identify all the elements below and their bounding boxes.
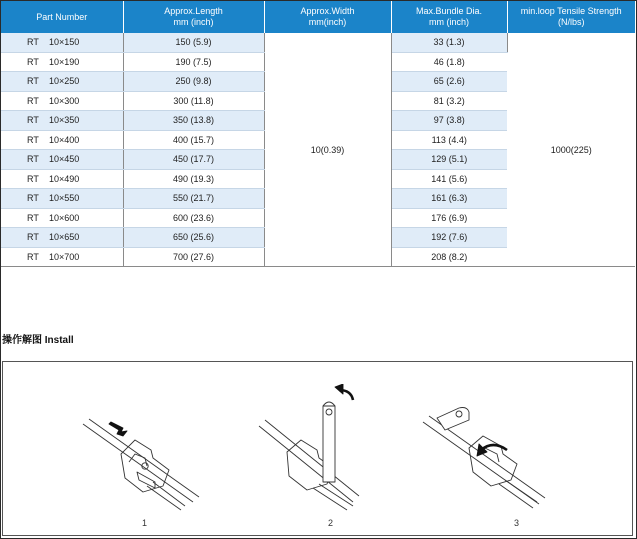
push-arrow-icon — [109, 422, 127, 436]
part-size: 10×550 — [49, 193, 80, 204]
length-cell: 190 (7.5) — [123, 52, 264, 72]
part-size: 10×400 — [49, 134, 80, 145]
step-number-3: 3 — [514, 518, 520, 528]
lift-arrowhead-icon — [335, 384, 343, 394]
tie-tab-raised — [323, 406, 335, 482]
header-line1: min.loop Tensile Strength — [520, 6, 622, 16]
press-arrow-icon — [481, 445, 507, 450]
bundle-cell: 161 (6.3) — [391, 189, 507, 209]
install-step-2-illustration — [255, 384, 365, 514]
length-cell: 550 (21.7) — [123, 189, 264, 209]
part-prefix: RT — [27, 154, 39, 165]
header-tensile — [507, 1, 635, 33]
part-prefix: RT — [27, 251, 39, 262]
part-number-cell — [1, 91, 123, 111]
step-number-2: 2 — [328, 518, 334, 528]
length-cell: 450 (17.7) — [123, 150, 264, 170]
header-line2: mm (inch) — [173, 17, 214, 27]
header-part-number — [1, 1, 123, 33]
spec-table — [1, 1, 635, 267]
tie-tab-folded — [437, 408, 469, 431]
bundle-cell: 176 (6.9) — [391, 208, 507, 228]
part-prefix: RT — [27, 193, 39, 204]
install-diagram-panel — [2, 361, 633, 536]
part-prefix: RT — [27, 212, 39, 223]
part-prefix: RT — [27, 37, 39, 48]
tie-slot — [129, 454, 147, 466]
install-heading: 操作解图 Install — [2, 335, 74, 346]
part-size: 10×150 — [49, 37, 80, 48]
part-size: 10×700 — [49, 251, 80, 262]
part-number-cell — [1, 150, 123, 170]
bundle-cell: 97 (3.8) — [391, 111, 507, 131]
header-length — [123, 1, 264, 33]
part-number-cell — [1, 33, 123, 52]
part-prefix: RT — [27, 115, 39, 126]
header-width — [264, 1, 391, 33]
part-prefix: RT — [27, 95, 39, 106]
part-size: 10×490 — [49, 173, 80, 184]
bundle-cell: 129 (5.1) — [391, 150, 507, 170]
length-cell: 400 (15.7) — [123, 130, 264, 150]
bundle-cell: 208 (8.2) — [391, 247, 507, 267]
bundle-cell: 81 (3.2) — [391, 91, 507, 111]
cable-line — [265, 420, 359, 496]
part-size: 10×250 — [49, 76, 80, 87]
part-size: 10×350 — [49, 115, 80, 126]
tie-strap — [505, 480, 537, 502]
length-cell: 350 (13.8) — [123, 111, 264, 131]
part-size: 10×600 — [49, 212, 80, 223]
bundle-cell: 141 (5.6) — [391, 169, 507, 189]
header-line1: Part Number — [36, 11, 88, 22]
step-number-1: 1 — [142, 518, 148, 528]
header-line1: Max.Bundle Dia. — [415, 6, 483, 16]
part-number-cell — [1, 169, 123, 189]
bundle-cell: 192 (7.6) — [391, 228, 507, 248]
header-line2: (N/lbs) — [558, 17, 585, 27]
part-size: 10×190 — [49, 56, 80, 67]
length-cell: 250 (9.8) — [123, 72, 264, 92]
length-cell: 300 (11.8) — [123, 91, 264, 111]
tie-tab-tip — [323, 402, 335, 406]
header-bundle-dia — [391, 1, 507, 33]
tensile-cell: 1000(225) — [507, 33, 635, 267]
header-line1: Approx.Length — [164, 6, 223, 16]
part-number-cell — [1, 72, 123, 92]
bundle-cell: 46 (1.8) — [391, 52, 507, 72]
part-prefix: RT — [27, 134, 39, 145]
header-line1: Approx.Width — [300, 6, 355, 16]
part-number-cell — [1, 130, 123, 150]
length-cell: 700 (27.6) — [123, 247, 264, 267]
install-step-3-illustration — [419, 392, 559, 512]
width-cell: 10(0.39) — [264, 33, 391, 267]
part-number-cell — [1, 52, 123, 72]
cable-line — [259, 426, 353, 502]
bundle-cell: 113 (4.4) — [391, 130, 507, 150]
part-number-cell — [1, 111, 123, 131]
header-line2: mm(inch) — [308, 17, 347, 27]
part-size: 10×450 — [49, 154, 80, 165]
part-prefix: RT — [27, 56, 39, 67]
table-body — [1, 33, 635, 267]
cable-line — [83, 424, 193, 502]
table-row — [1, 33, 635, 52]
part-number-cell — [1, 228, 123, 248]
part-prefix: RT — [27, 173, 39, 184]
part-number-cell — [1, 208, 123, 228]
header-line2: mm (inch) — [429, 17, 469, 27]
tie-latch — [137, 472, 155, 488]
part-prefix: RT — [27, 232, 39, 243]
table-header-row — [1, 1, 635, 33]
install-step-1-illustration — [81, 402, 211, 512]
part-size: 10×650 — [49, 232, 80, 243]
part-number-cell — [1, 189, 123, 209]
bundle-cell: 33 (1.3) — [391, 33, 507, 52]
part-number-cell — [1, 247, 123, 267]
length-cell: 490 (19.3) — [123, 169, 264, 189]
part-size: 10×300 — [49, 95, 80, 106]
part-prefix: RT — [27, 76, 39, 87]
length-cell: 150 (5.9) — [123, 33, 264, 52]
tie-head — [121, 440, 169, 492]
length-cell: 650 (25.6) — [123, 228, 264, 248]
bundle-cell: 65 (2.6) — [391, 72, 507, 92]
length-cell: 600 (23.6) — [123, 208, 264, 228]
